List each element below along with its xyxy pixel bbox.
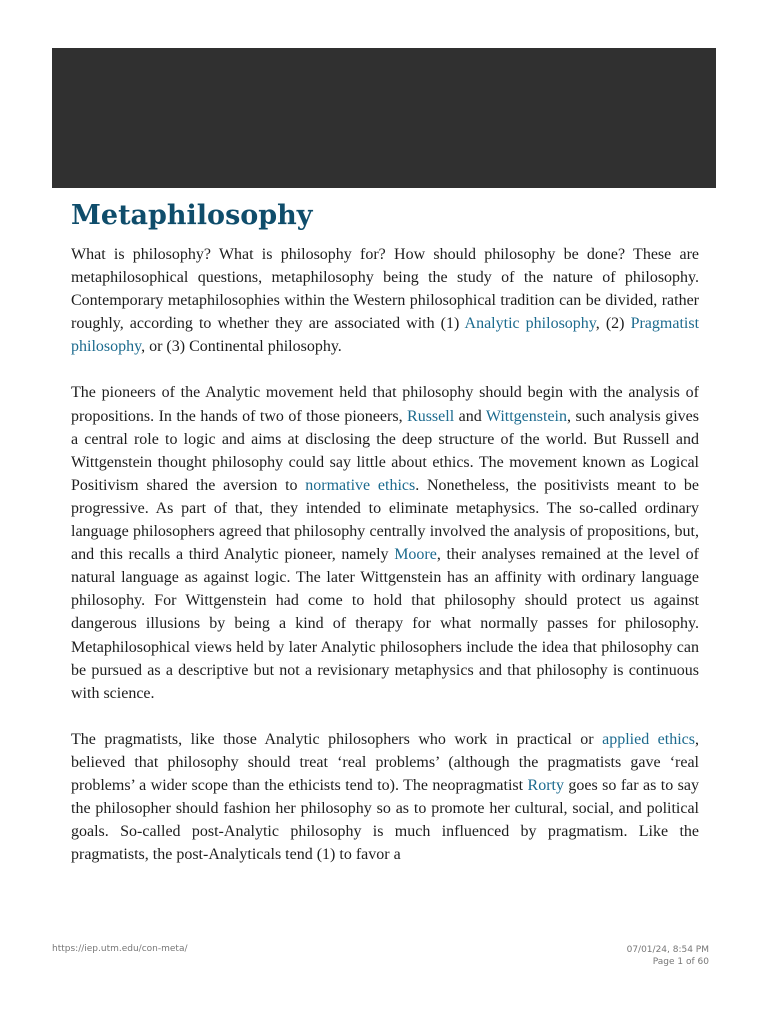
link-rorty[interactable]: Rorty bbox=[527, 776, 564, 794]
page-title: Metaphilosophy bbox=[71, 200, 313, 231]
paragraph-intro bbox=[71, 243, 699, 358]
footer-page-number: Page 1 of 60 bbox=[652, 957, 709, 967]
paragraph-text: . Nonetheless, the positivists meant to be progressive. As part of that, they intended to eliminate metaphysics. The so-called ordinary language philosophers agreed that philosophy centrally involved the analysis of propositions, but, and this recalls a third Analytic pioneer, namely bbox=[71, 476, 700, 564]
link-analytic-philosophy[interactable]: Analytic philosophy bbox=[464, 315, 596, 333]
footer-datetime: 07/01/24, 8:54 PM bbox=[626, 945, 709, 955]
paragraph-text: , their analyses remained at the level of natural language as against logic. The later Wittgenstein has an affinity with ordinary language philosophy. For Wittgenstein had come to hold that philosophy should protect us against dangerous illusions by being a kind of therapy for what normally passes for philosophy. Metaphilosophical views held by later Analytic philosophers include the idea that philosophy can be pursued as a descriptive but not a revisionary metaphysics and that philosophy is continuous with science. bbox=[71, 546, 699, 702]
link-applied-ethics[interactable]: applied ethics bbox=[602, 730, 695, 748]
paragraph-analytic bbox=[71, 381, 699, 704]
paragraph-text: and bbox=[454, 407, 486, 425]
header-banner bbox=[52, 48, 716, 188]
paragraph-text: goes so far as to say the philosopher should fashion her philosophy so as to promote her cultural, social, and political goals. So-called post-Analytic philosophy is much influenced by pragmatism. Like the pragmatists, the post-Analyticals tend (1) to favor a bbox=[71, 776, 699, 864]
paragraph-text: The pragmatists, like those Analytic philosophers who work in practical or bbox=[71, 730, 603, 748]
link-moore[interactable]: Moore bbox=[394, 546, 437, 564]
paragraph-text: , (2) bbox=[595, 315, 631, 333]
paragraph-text: , such analysis gives a central role to logic and aims at disclosing the deep structure of the world. But Russell and Wittgenstein thought philosophy could say little about ethics. The movement known as Logical Positivism shared the aversion to bbox=[71, 407, 700, 494]
article-body bbox=[71, 243, 699, 889]
link-pragmatist-philosophy[interactable]: Pragmatist philosophy bbox=[71, 315, 700, 356]
paragraph-text: , believed that philosophy should treat ‘real problems’ (although the pragmatists gave ‘real problems’ a wider scope than the ethicists tend to). The neopragmatist bbox=[71, 730, 699, 794]
paragraph-text: , or (3) Continental philosophy. bbox=[141, 338, 342, 356]
footer-url: https://iep.utm.edu/con-meta/ bbox=[52, 944, 188, 954]
paragraph-pragmatists bbox=[71, 728, 699, 867]
link-russell[interactable]: Russell bbox=[407, 407, 455, 425]
paragraph-text: The pioneers of the Analytic movement held that philosophy should begin with the analysis of propositions. In the hands of two of those pioneers, bbox=[71, 384, 699, 425]
link-normative-ethics[interactable]: normative ethics bbox=[305, 476, 416, 494]
footer-meta bbox=[627, 944, 709, 968]
link-wittgenstein[interactable]: Wittgenstein bbox=[485, 407, 567, 425]
paragraph-text: What is philosophy? What is philosophy for? How should philosophy be done? These are metaphilosophical questions, metaphilosophy being the study of the nature of philosophy. Contemporary metaphilosophies within the Western philosophical tradition can be divided, rather roughly, according to whether they are associated with (1) bbox=[71, 246, 699, 333]
